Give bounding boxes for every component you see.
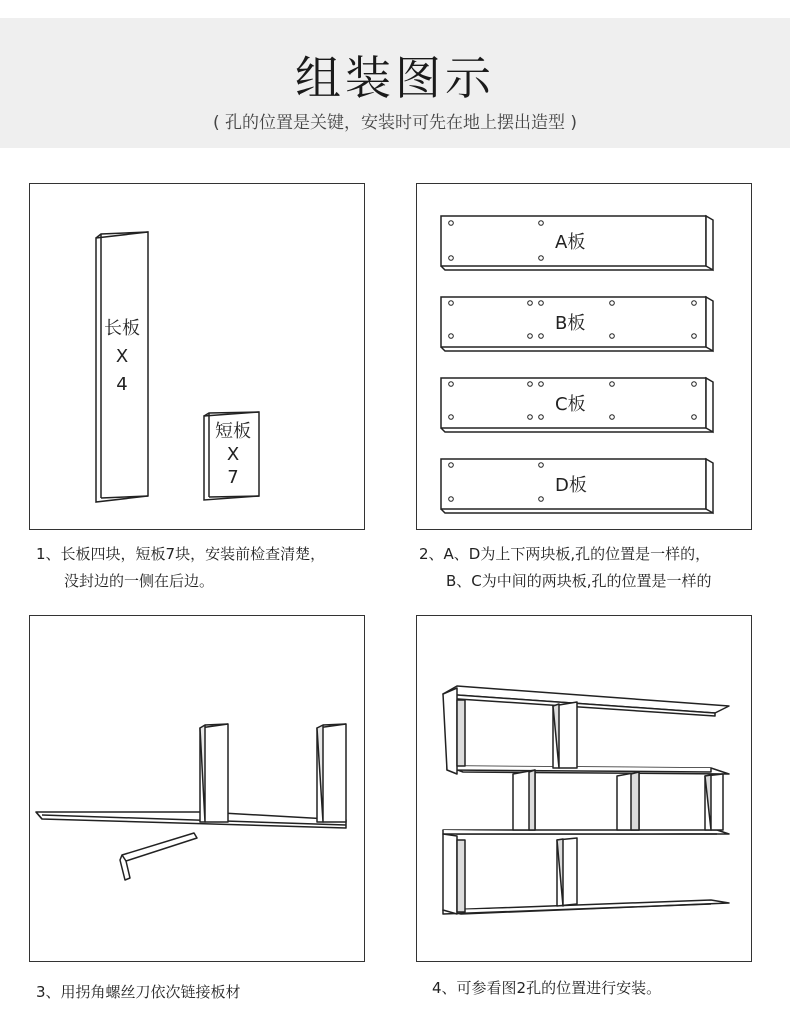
header-banner bbox=[0, 18, 790, 148]
short-board-x: X bbox=[226, 444, 240, 465]
step4-panel bbox=[416, 615, 752, 962]
short-board-name: 短板 bbox=[215, 421, 251, 442]
step2-caption bbox=[419, 541, 712, 595]
step1-panel bbox=[29, 183, 365, 530]
long-board-count: 4 bbox=[116, 374, 128, 395]
page-subtitle: ( 孔的位置是关键，安装时可先在地上摆出造型 ) bbox=[212, 113, 578, 133]
plank-d-label: D板 bbox=[555, 475, 587, 496]
step3-caption: 3、用拐角螺丝刀依次链接板材 bbox=[36, 983, 241, 1001]
boards-illustration bbox=[30, 184, 364, 529]
assembly-illustration bbox=[30, 616, 364, 961]
step3-panel bbox=[29, 615, 365, 962]
step1-caption-line2: 没封边的一侧在后边。 bbox=[64, 572, 215, 590]
long-board-x: X bbox=[115, 346, 129, 367]
step2-caption-line1: 2、A、D为上下两块板,孔的位置是一样的， bbox=[419, 545, 711, 563]
short-board-count: 7 bbox=[227, 467, 239, 488]
shelf-illustration bbox=[417, 616, 751, 961]
long-board-name: 长板 bbox=[104, 318, 140, 339]
long-board-label bbox=[100, 316, 144, 398]
page-title: 组装图示 bbox=[295, 51, 495, 105]
step2-panel bbox=[416, 183, 752, 530]
short-board-label bbox=[210, 420, 256, 489]
step4-caption: 4、可参看图2孔的位置进行安装。 bbox=[432, 979, 662, 997]
plank-a-label: A板 bbox=[555, 232, 586, 253]
plank-c-label: C板 bbox=[555, 394, 586, 415]
step1-caption-line1: 1、长板四块，短板7块，安装前检查清楚， bbox=[36, 545, 326, 563]
step1-caption bbox=[36, 541, 325, 595]
plank-b-label: B板 bbox=[555, 313, 586, 334]
step2-caption-line2: B、C为中间的两块板,孔的位置是一样的 bbox=[446, 572, 712, 590]
